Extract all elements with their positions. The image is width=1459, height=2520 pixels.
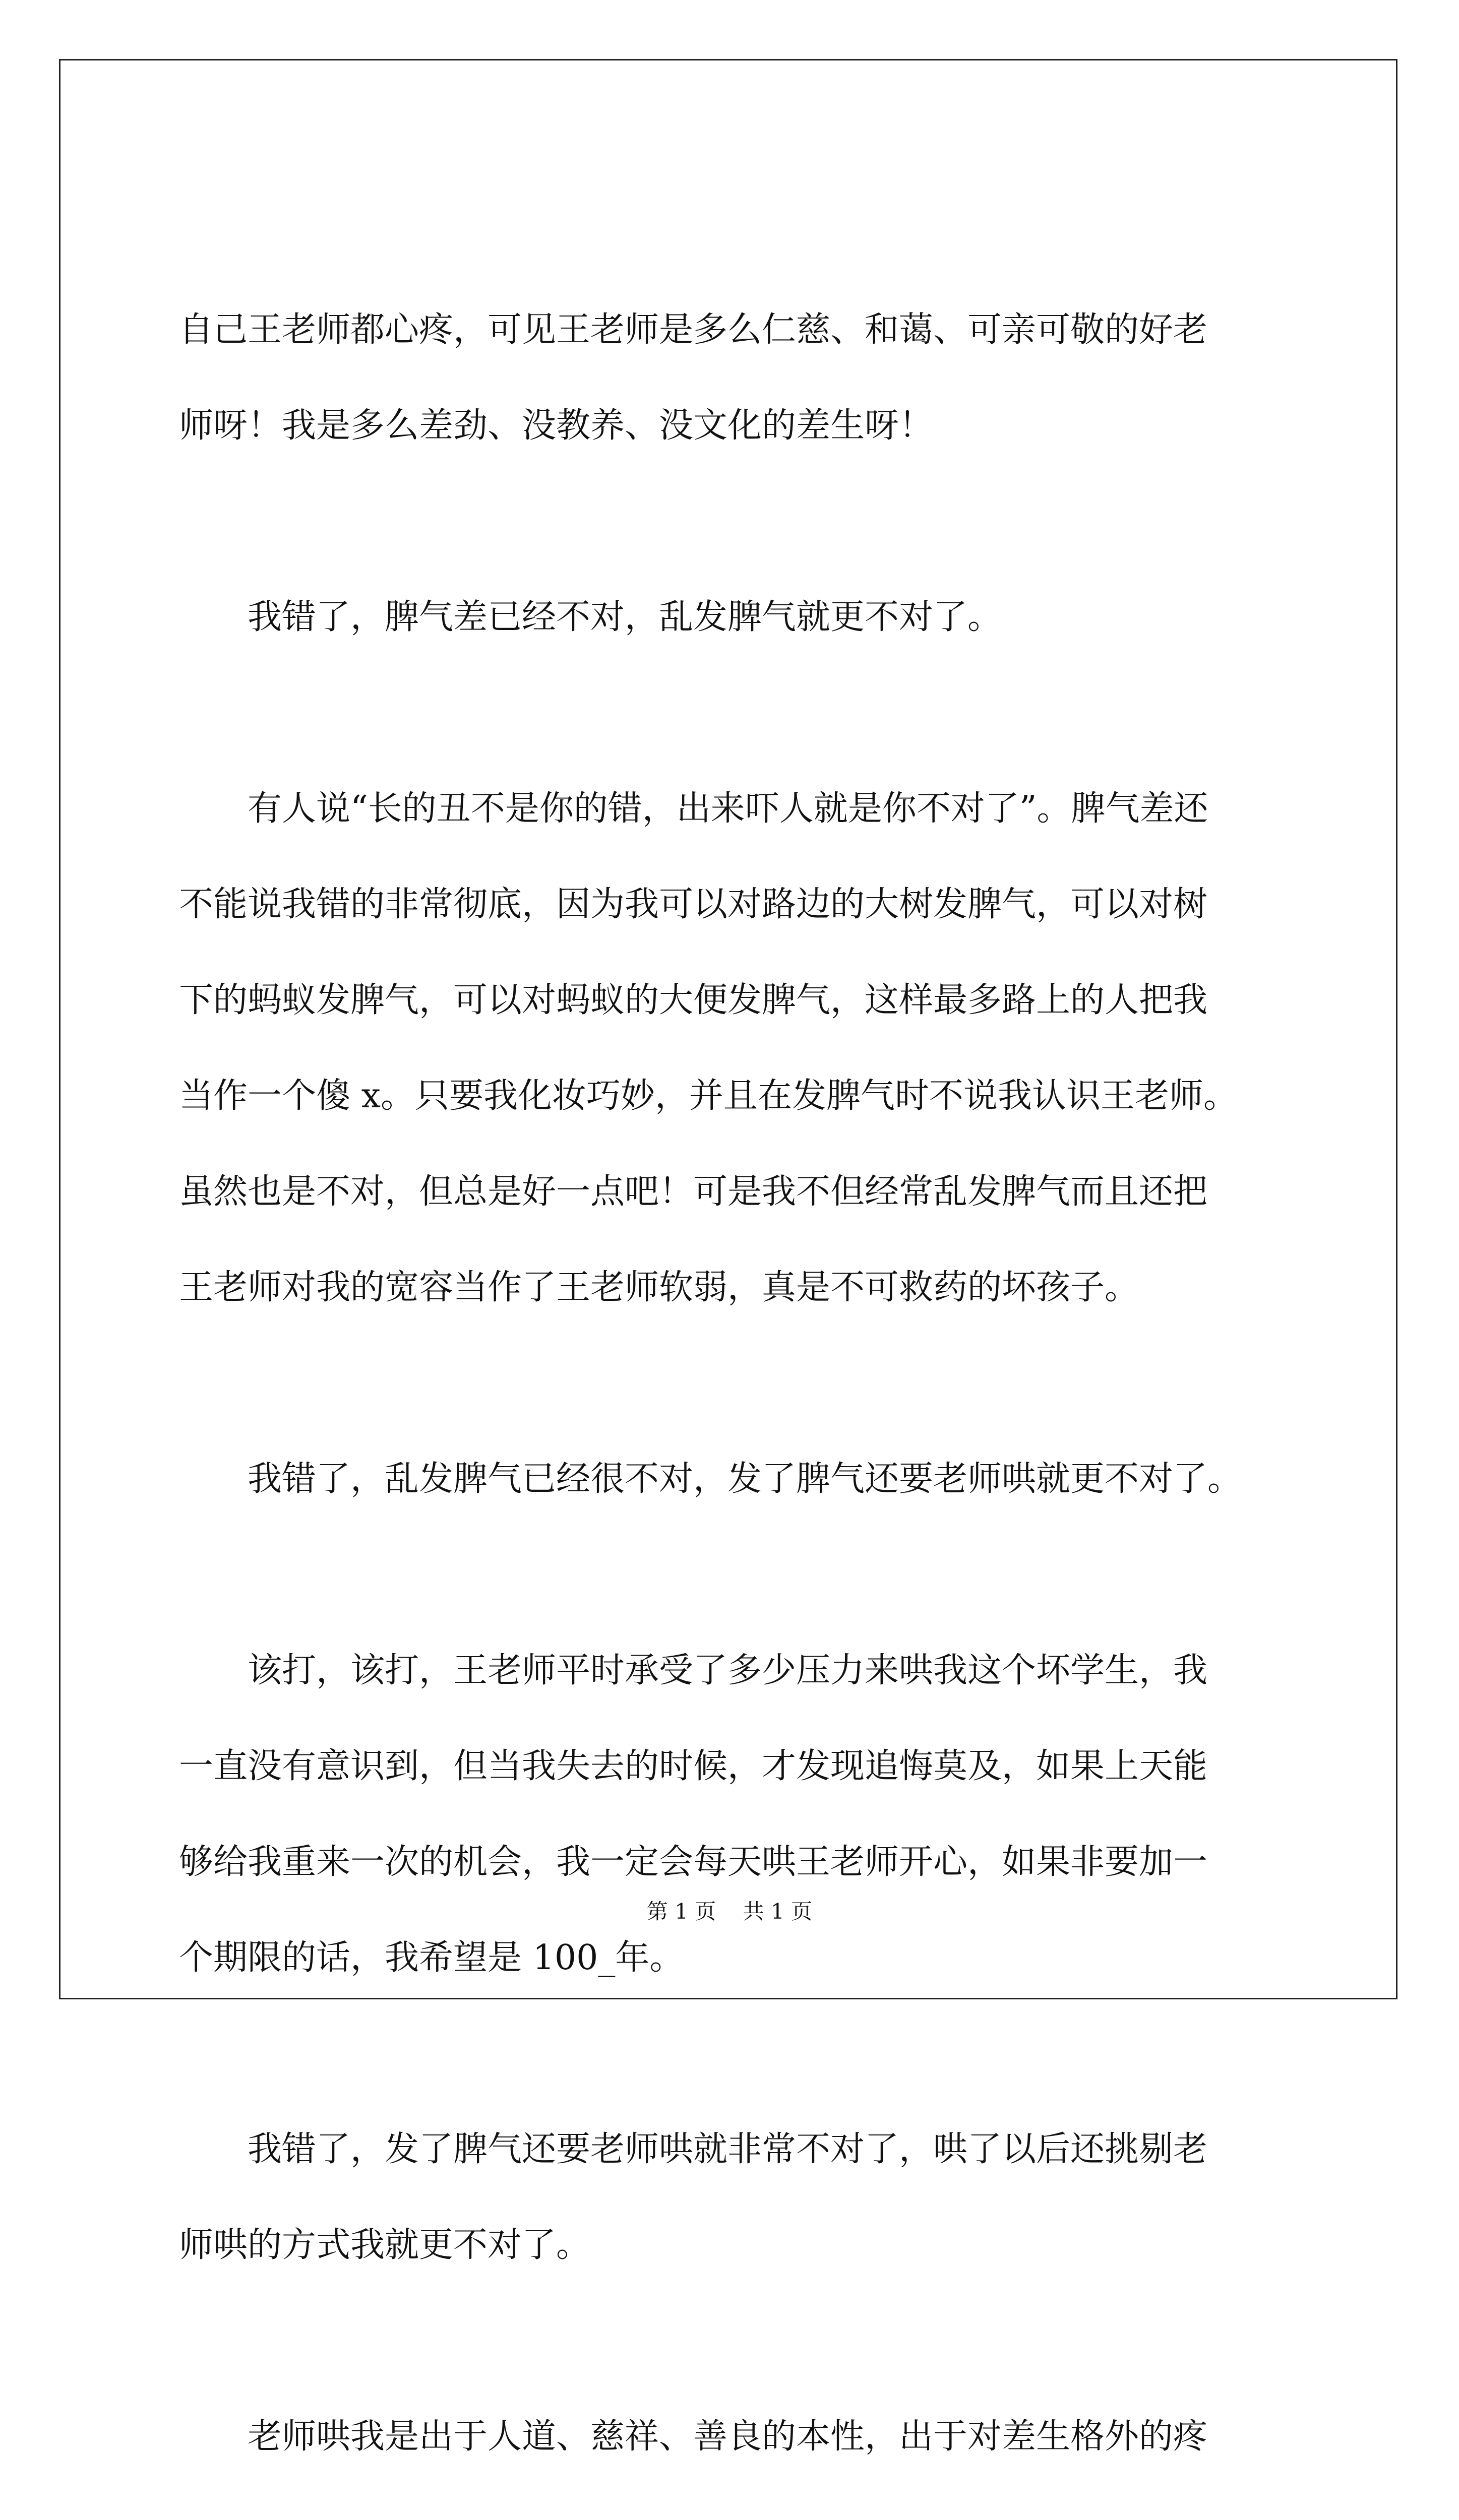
document-body bbox=[179, 186, 1288, 2520]
paragraph: 我错了，脾气差已经不对，乱发脾气就更不对了。 bbox=[179, 597, 1002, 637]
page-number: 第 1 页 bbox=[646, 1899, 716, 1924]
page-total: 共 1 页 bbox=[743, 1899, 813, 1924]
paragraph: 自己王老师都心疼，可见王老师是多么仁慈、和蔼、可亲可敬的好老 师呀！我是多么差劲、没教养、没文化的差生呀！ bbox=[179, 310, 1208, 446]
paragraph: 我错了，乱发脾气已经很不对，发了脾气还要老师哄就更不对了。 bbox=[179, 1459, 1242, 1499]
page-footer bbox=[0, 1895, 1459, 1925]
paragraph: 我错了，发了脾气还要老师哄就非常不对了，哄了以后还挑剔老 师哄的方式我就更不对了。 bbox=[179, 2129, 1208, 2265]
paragraph: 有人说“长的丑不是你的错，出来吓人就是你不对了”。脾气差还 不能说我错的非常彻底，因为我可以对路边的大树发脾气，可以对树 下的蚂蚁发脾气，可以对蚂蚁的大便发脾气，这样最多路上的人把我 当作一个傻 x。只要我化妆巧妙，并且在发脾气时不说我认识王老师。 虽然也是不对，但总是好一点吧！可是我不但经常乱发脾气而且还把 王老师对我的宽容当作了王老师软弱，真是不可救药的坏孩子。 bbox=[179, 789, 1238, 1307]
paragraph: 老师哄我是出于人道、慈祥、善良的本性，出于对差生格外的疼 bbox=[179, 2417, 1208, 2456]
paragraph: 该打，该打，王老师平时承受了多少压力来哄我这个坏学生，我 一直没有意识到，但当我失去的时候，才发现追悔莫及，如果上天能 够给我重来一次的机会，我一定会每天哄王老师开心，如果非要加一 个期限的话，我希望是 100_年。 bbox=[179, 1651, 1208, 1978]
